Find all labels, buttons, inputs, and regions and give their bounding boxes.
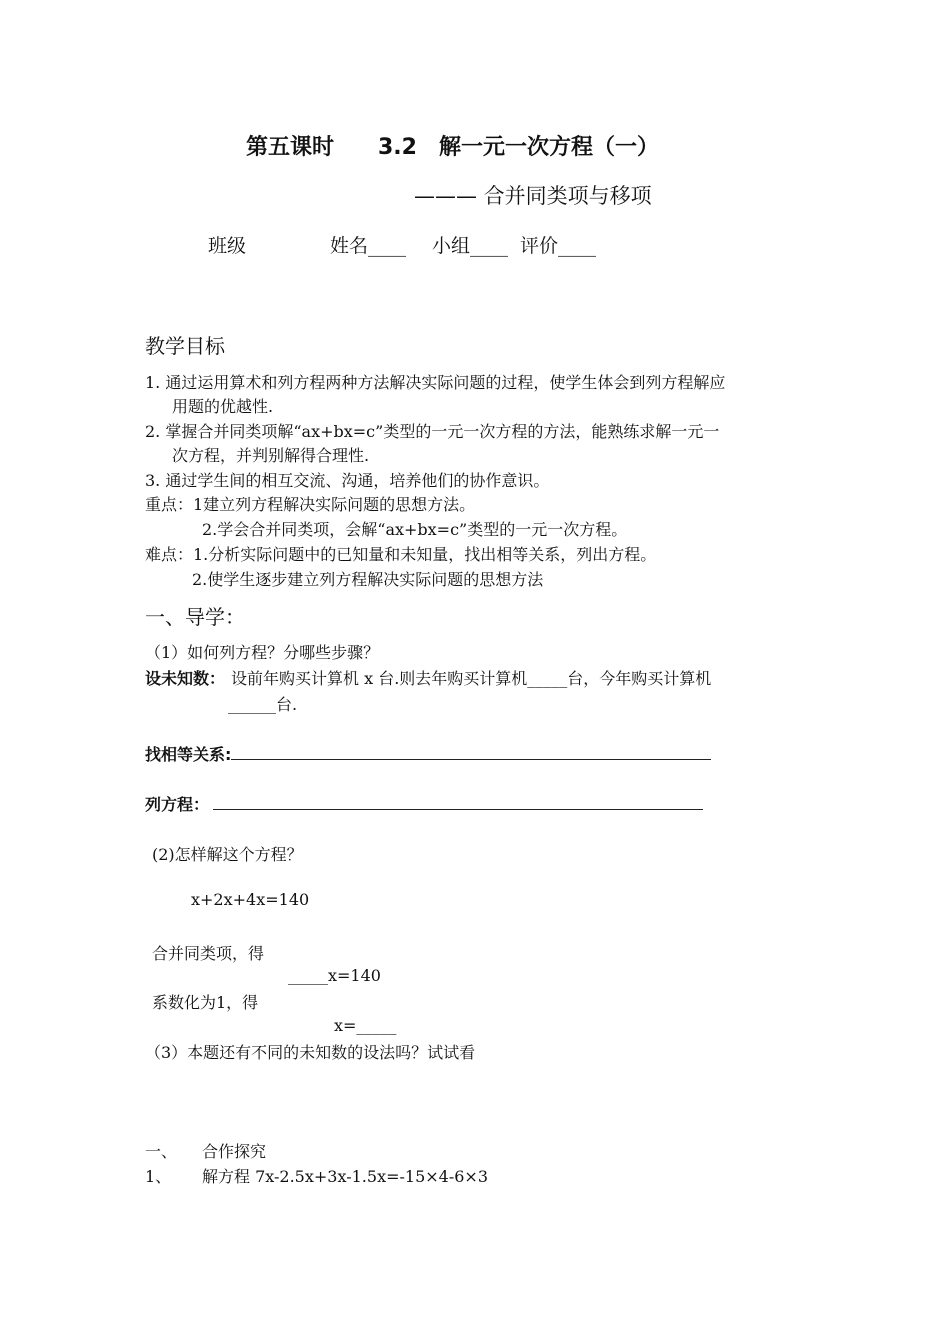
cooperate-item-text: 解方程 7x-2.5x+3x-1.5x=-15×4-6×3	[202, 1167, 489, 1186]
objective-3: 3. 通过学生间的相互交流、沟通，培养他们的协作意识。	[145, 471, 550, 490]
equation-3: x=_____	[334, 1016, 397, 1035]
page-title: 第五课时 3.2 解一元一次方程（一）	[246, 135, 659, 160]
class-label: 班级	[208, 235, 247, 257]
combine-text: 合并同类项，得	[152, 944, 265, 963]
equation-blank[interactable]	[213, 791, 703, 810]
equation-label: 列方程：	[145, 795, 210, 814]
objective-2-cont: 次方程，并判别解得合理性.	[172, 446, 370, 465]
page-subtitle: ——— 合并同类项与移项	[414, 184, 652, 208]
equal-blank[interactable]	[231, 741, 711, 760]
objective-1: 1. 通过运用算术和列方程两种方法解决实际问题的过程，使学生体会到列方程解应	[145, 373, 726, 392]
coefficient-text: 系数化为1，得	[152, 993, 259, 1012]
cooperate-item-num: 1、	[145, 1167, 172, 1186]
unknown-text-cont: ______台.	[228, 695, 298, 714]
equation-2: _____x=140	[288, 966, 381, 985]
objective-1-cont: 用题的优越性.	[172, 397, 274, 416]
difficult-point-1: 难点：1.分析实际问题中的已知量和未知量，找出相等关系，列出方程。	[145, 545, 657, 564]
objectives-heading: 教学目标	[145, 334, 225, 358]
guide-q1: （1）如何列方程？分哪些步骤？	[145, 643, 380, 662]
unknown-label: 设未知数：	[145, 669, 226, 688]
equal-row	[145, 741, 711, 765]
objective-2: 2. 掌握合并同类项解“ax+bx=c”类型的一元一次方程的方法，能熟练求解一元一	[145, 422, 720, 441]
guide-heading: 一、导学：	[145, 605, 245, 629]
unknown-text: 设前年购买计算机 x 台.则去年购买计算机_____台，今年购买计算机	[231, 669, 712, 688]
name-label: 姓名____	[330, 235, 407, 257]
group-label: 小组____	[432, 235, 509, 257]
key-point-1: 重点：1建立列方程解决实际问题的思想方法。	[145, 495, 476, 514]
cooperate-heading-num: 一、	[145, 1142, 178, 1161]
guide-q2: (2)怎样解这个方程？	[152, 845, 303, 864]
equal-label: 找相等关系:	[145, 745, 232, 764]
key-point-2: 2.学会合并同类项，会解“ax+bx=c”类型的一元一次方程。	[202, 520, 628, 539]
equation-1: x+2x+4x=140	[191, 890, 310, 909]
equation-row	[145, 791, 703, 815]
difficult-point-2: 2.使学生逐步建立列方程解决实际问题的思想方法	[192, 570, 544, 589]
eval-label: 评价____	[520, 235, 597, 257]
cooperate-heading: 合作探究	[202, 1142, 267, 1161]
guide-q3: （3）本题还有不同的未知数的设法吗？试试看	[145, 1043, 476, 1062]
unknown-row	[145, 666, 711, 689]
